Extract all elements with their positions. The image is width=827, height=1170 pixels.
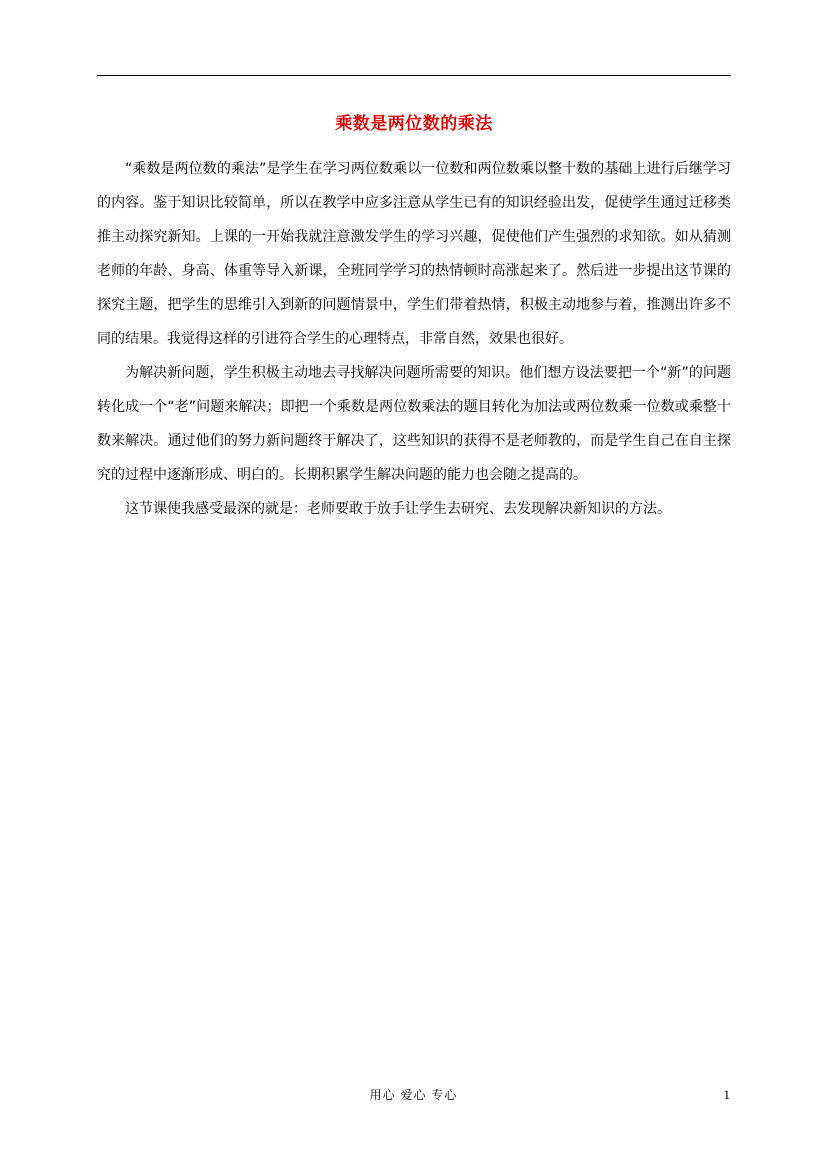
paragraph-2: 为解决新问题，学生积极主动地去寻找解决问题所需要的知识。他们想方设法要把一个“新”的问题转化成一个“老”问题来解决；即把一个乘数是两位数乘法的题目转化为加法或两位数乘一位数或乘整十数来解决。通过他们的努力新问题终于解决了，这些知识的获得不是老师教的，而是学生自己在自主探究的过程中逐渐形成、明白的。长期积累学生解决问题的能力也会随之提高的。 xyxy=(97,365,731,483)
document-title: 乘数是两位数的乘法 xyxy=(335,114,493,134)
header-rule xyxy=(97,75,731,76)
paragraph-3: 这节课使我感受最深的就是：老师要敢于放手让学生去研究、去发现解决新知识的方法。 xyxy=(125,501,671,517)
page-number: 1 xyxy=(723,1087,730,1102)
document-body xyxy=(97,152,731,526)
footer-motto: 用心 爱心 专心 xyxy=(369,1088,458,1102)
page-footer xyxy=(0,1085,827,1105)
paragraph-1: “乘数是两位数的乘法”是学生在学习两位数乘以一位数和两位数乘以整十数的基础上进行后继学习的内容。鉴于知识比较简单，所以在教学中应多注意从学生已有的知识经验出发，促使学生通过迁移类推主动探究新知。上课的一开始我就注意激发学生的学习兴趣，促使他们产生强烈的求知欲。如从猜测老师的年龄、身高、体重等导入新课，全班同学学习的热情顿时高涨起来了。然后进一步提出这节课的探究主题，把学生的思维引入到新的问题情景中，学生们带着热情，积极主动地参与着，推测出许多不同的结果。我觉得这样的引进符合学生的心理特点，非常自然，效果也很好。 xyxy=(97,161,731,347)
